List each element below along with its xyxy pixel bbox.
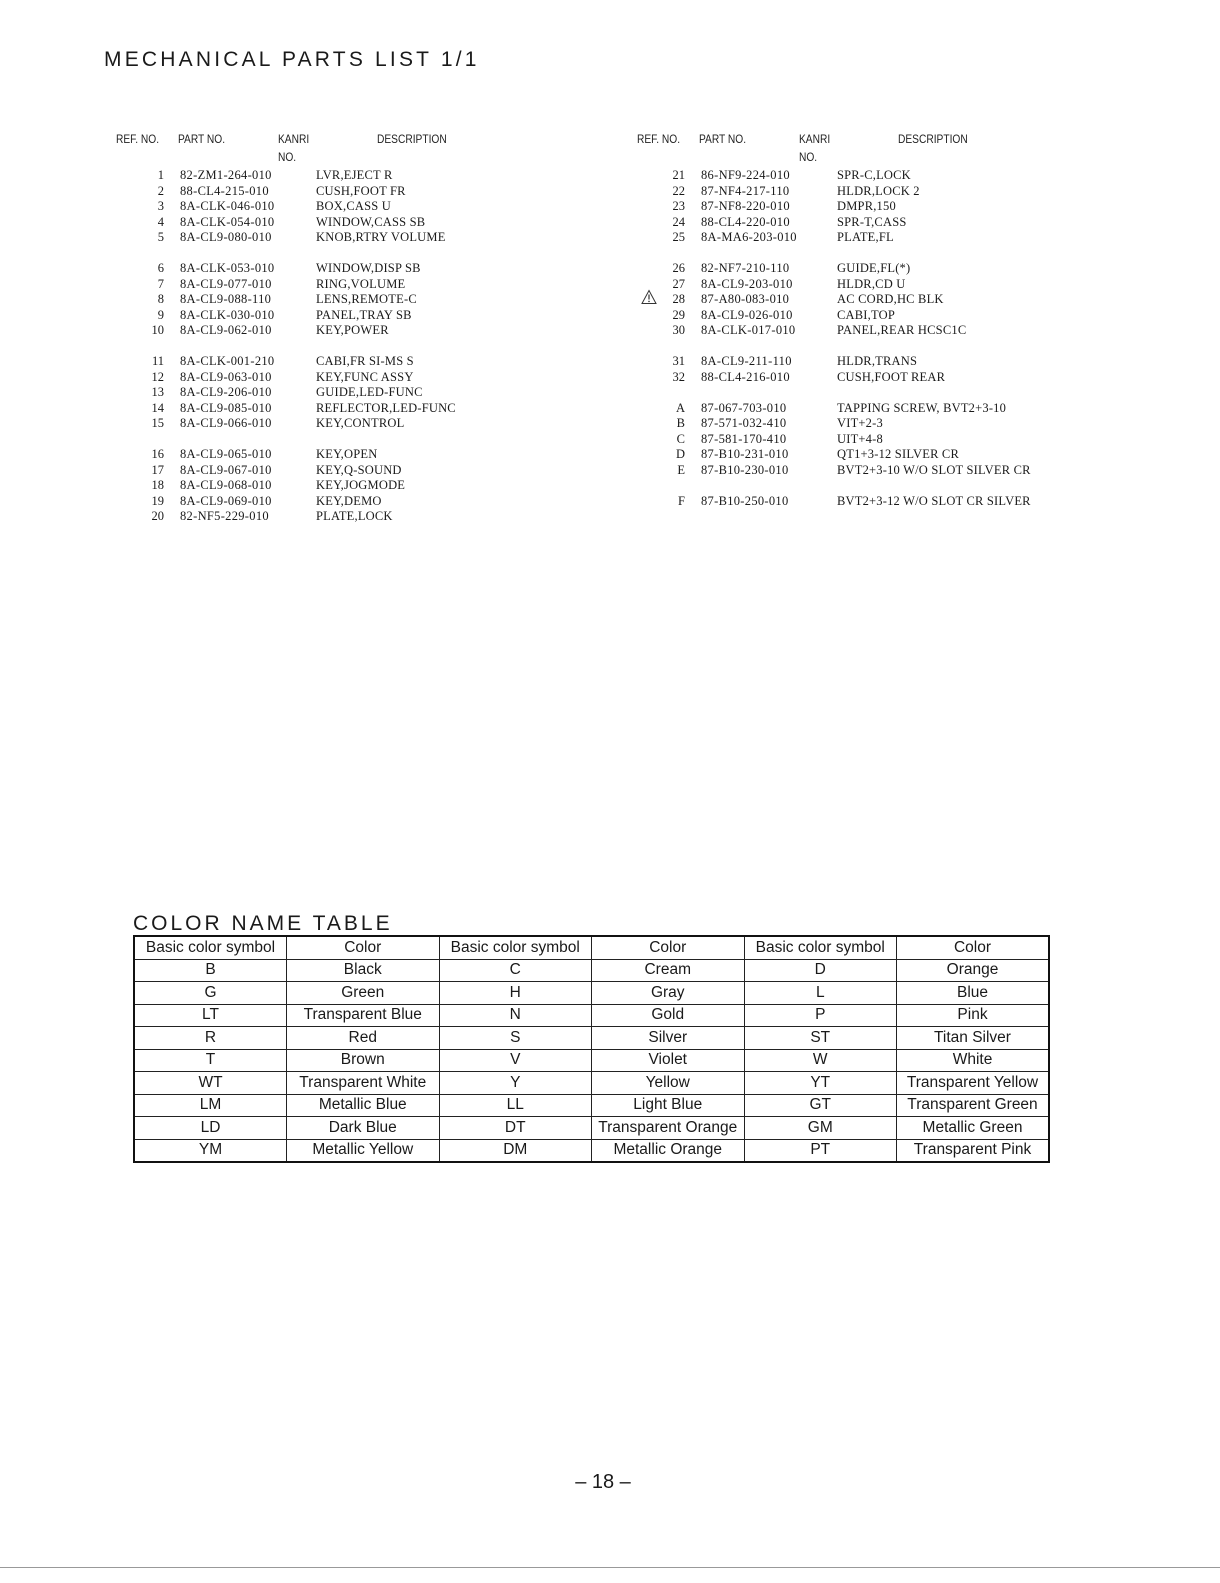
part-no: 87-571-032-410: [701, 416, 787, 430]
color-symbol-cell: S: [439, 1027, 592, 1050]
color-name-cell: Pink: [897, 1004, 1050, 1027]
part-description: GUIDE,LED-FUNC: [316, 385, 423, 399]
part-no: 8A-CL9-062-010: [180, 323, 272, 337]
color-table-row: [134, 1004, 1049, 1027]
ref-no: 6: [157, 261, 164, 275]
color-name-cell: White: [897, 1049, 1050, 1072]
part-description: KNOB,RTRY VOLUME: [316, 230, 446, 244]
part-description: KEY,JOGMODE: [316, 478, 406, 492]
color-table-row: [134, 1139, 1049, 1162]
ref-no: 7: [157, 276, 164, 291]
ref-no: 22: [672, 183, 685, 198]
ref-no: 30: [672, 323, 685, 337]
ref-no: 20: [151, 509, 164, 523]
ref-no: 17: [151, 462, 164, 477]
part-no: 8A-CLK-046-010: [180, 199, 275, 213]
color-name-cell: Transparent Orange: [592, 1117, 745, 1140]
color-symbol-cell: YT: [744, 1072, 897, 1095]
part-no: 8A-CL9-206-010: [180, 385, 272, 399]
ref-no: 10: [151, 323, 164, 337]
color-symbol-cell: R: [134, 1027, 287, 1050]
ref-no: B: [676, 416, 685, 430]
part-description: DMPR,150: [837, 199, 896, 213]
color-name-cell: Silver: [592, 1027, 745, 1050]
part-no: 8A-CL9-088-110: [180, 292, 272, 306]
part-description: GUIDE,FL(*): [837, 261, 911, 275]
color-name-cell: Gray: [592, 982, 745, 1005]
color-symbol-cell: D: [744, 959, 897, 982]
ref-no: 21: [672, 168, 685, 182]
part-description: HLDR,LOCK 2: [837, 183, 920, 198]
color-symbol-cell: ST: [744, 1027, 897, 1050]
page-title: MECHANICAL PARTS LIST 1/1: [104, 48, 480, 71]
color-name-cell: Transparent Yellow: [897, 1072, 1050, 1095]
color-table-row: [134, 1027, 1049, 1050]
part-description: VIT+2-3: [837, 416, 883, 430]
ref-no: 12: [151, 369, 164, 384]
part-no: 8A-MA6-203-010: [701, 230, 797, 244]
color-symbol-cell: YM: [134, 1139, 287, 1162]
part-no: 87-NF4-217-110: [701, 183, 790, 198]
color-table-row: [134, 959, 1049, 982]
color-table-header-cell: Basic color symbol: [134, 936, 287, 959]
ref-no: 5: [157, 230, 164, 244]
color-name-cell: Orange: [897, 959, 1050, 982]
color-table-row: [134, 1094, 1049, 1117]
color-table-header-cell: Basic color symbol: [744, 936, 897, 959]
part-no: 8A-CLK-017-010: [701, 323, 796, 337]
part-description: PLATE,FL: [837, 230, 894, 244]
part-description: UIT+4-8: [837, 431, 883, 446]
part-no: 82-ZM1-264-010: [180, 168, 272, 182]
color-symbol-cell: GT: [744, 1094, 897, 1117]
part-no: 8A-CLK-030-010: [180, 307, 275, 322]
ref-no: 32: [672, 369, 685, 384]
part-description: KEY,DEMO: [316, 493, 382, 508]
part-description: WINDOW,CASS SB: [316, 214, 426, 229]
part-description: PLATE,LOCK: [316, 509, 393, 523]
ref-no: 13: [151, 385, 164, 399]
ref-no: 31: [672, 354, 685, 368]
part-no: 87-B10-230-010: [701, 462, 789, 477]
ref-no: F: [678, 493, 685, 508]
part-description: HLDR,TRANS: [837, 354, 918, 368]
color-name-cell: Metallic Orange: [592, 1139, 745, 1162]
part-no: 87-067-703-010: [701, 400, 787, 415]
color-name-cell: Blue: [897, 982, 1050, 1005]
part-no: 88-CL4-220-010: [701, 214, 790, 229]
header-kanri: KANRI: [278, 132, 310, 146]
header-kanri-no: NO.: [799, 150, 818, 164]
header-kanri-no: NO.: [278, 150, 297, 164]
color-name-cell: Cream: [592, 959, 745, 982]
ref-no: 23: [672, 199, 685, 213]
color-symbol-cell: LL: [439, 1094, 592, 1117]
color-table-title: COLOR NAME TABLE: [133, 912, 393, 935]
ref-no: C: [676, 431, 685, 446]
color-name-cell: Green: [287, 982, 440, 1005]
color-table-row: [134, 1117, 1049, 1140]
ref-no: 26: [672, 261, 685, 275]
part-description: KEY,Q-SOUND: [316, 462, 402, 477]
color-table-header-cell: Color: [592, 936, 745, 959]
part-no: 8A-CL9-066-010: [180, 416, 272, 430]
header-ref-no: REF. NO.: [637, 132, 681, 146]
part-description: BVT2+3-10 W/O SLOT SILVER CR: [837, 462, 1031, 477]
color-symbol-cell: W: [744, 1049, 897, 1072]
part-description: PANEL,TRAY SB: [316, 307, 412, 322]
header-part-no: PART NO.: [699, 132, 747, 146]
ref-no: 19: [151, 493, 164, 508]
part-no: 82-NF5-229-010: [180, 509, 269, 523]
part-description: TAPPING SCREW, BVT2+3-10: [837, 400, 1007, 415]
part-description: KEY,OPEN: [316, 447, 378, 461]
part-description: AC CORD,HC BLK: [837, 292, 944, 306]
ref-no: 9: [157, 307, 164, 322]
ref-no: D: [675, 447, 685, 461]
color-symbol-cell: LM: [134, 1094, 287, 1117]
header-kanri: KANRI: [799, 132, 831, 146]
color-table-header-cell: Basic color symbol: [439, 936, 592, 959]
part-no: 8A-CLK-053-010: [180, 261, 275, 275]
page-number: – 18 –: [575, 1471, 631, 1493]
color-name-cell: Metallic Yellow: [287, 1139, 440, 1162]
ref-no: 28: [672, 292, 685, 306]
color-name-cell: Transparent White: [287, 1072, 440, 1095]
color-symbol-cell: G: [134, 982, 287, 1005]
part-no: 87-B10-231-010: [701, 447, 789, 461]
part-description: HLDR,CD U: [837, 276, 906, 291]
part-description: KEY,POWER: [316, 323, 389, 337]
part-description: REFLECTOR,LED-FUNC: [316, 400, 456, 415]
color-table-row: [134, 1072, 1049, 1095]
color-name-cell: Brown: [287, 1049, 440, 1072]
part-description: LVR,EJECT R: [316, 168, 393, 182]
color-symbol-cell: WT: [134, 1072, 287, 1095]
part-description: KEY,CONTROL: [316, 416, 405, 430]
part-description: WINDOW,DISP SB: [316, 261, 421, 275]
header-part-no: PART NO.: [178, 132, 226, 146]
part-description: CABI,TOP: [837, 307, 895, 322]
part-description: CABI,FR SI-MS S: [316, 354, 414, 368]
color-name-cell: Gold: [592, 1004, 745, 1027]
ref-no: 16: [151, 447, 164, 461]
ref-no: A: [675, 400, 685, 415]
part-description: BVT2+3-12 W/O SLOT CR SILVER: [837, 493, 1031, 508]
part-no: 8A-CL9-080-010: [180, 230, 272, 244]
part-no: 8A-CL9-211-110: [701, 354, 792, 368]
color-name-cell: Dark Blue: [287, 1117, 440, 1140]
color-symbol-cell: V: [439, 1049, 592, 1072]
part-no: 8A-CL9-203-010: [701, 276, 793, 291]
color-symbol-cell: T: [134, 1049, 287, 1072]
color-table-header-row: [134, 936, 1049, 959]
part-no: 82-NF7-210-110: [701, 261, 790, 275]
color-symbol-cell: L: [744, 982, 897, 1005]
part-description: KEY,FUNC ASSY: [316, 369, 414, 384]
color-symbol-cell: N: [439, 1004, 592, 1027]
part-description: CUSH,FOOT REAR: [837, 369, 946, 384]
header-description: DESCRIPTION: [898, 132, 968, 146]
color-name-cell: Metallic Green: [897, 1117, 1050, 1140]
part-description: RING,VOLUME: [316, 276, 406, 291]
ref-no: 11: [151, 354, 164, 368]
color-name-cell: Metallic Blue: [287, 1094, 440, 1117]
part-no: 87-A80-083-010: [701, 292, 790, 306]
header-description: DESCRIPTION: [377, 132, 447, 146]
color-name-cell: Transparent Pink: [897, 1139, 1050, 1162]
color-symbol-cell: C: [439, 959, 592, 982]
color-name-cell: Red: [287, 1027, 440, 1050]
color-symbol-cell: LD: [134, 1117, 287, 1140]
part-description: PANEL,REAR HCSC1C: [837, 323, 967, 337]
ref-no: 24: [672, 214, 685, 229]
color-symbol-cell: GM: [744, 1117, 897, 1140]
color-symbol-cell: H: [439, 982, 592, 1005]
color-name-cell: Transparent Blue: [287, 1004, 440, 1027]
color-table-row: [134, 1049, 1049, 1072]
header-ref-no: REF. NO.: [116, 132, 160, 146]
part-no: 8A-CL9-077-010: [180, 276, 272, 291]
part-no: 88-CL4-215-010: [180, 183, 269, 198]
ref-no: 14: [151, 400, 164, 415]
color-name-cell: Titan Silver: [897, 1027, 1050, 1050]
ref-no: 8: [157, 292, 164, 306]
part-no: 8A-CLK-054-010: [180, 214, 275, 229]
ref-no: 25: [672, 230, 685, 244]
ref-no: 18: [151, 478, 164, 492]
part-no: 8A-CL9-067-010: [180, 462, 272, 477]
color-symbol-cell: PT: [744, 1139, 897, 1162]
ref-no: 29: [672, 307, 685, 322]
color-name-cell: Light Blue: [592, 1094, 745, 1117]
color-name-cell: Violet: [592, 1049, 745, 1072]
part-no: 8A-CL9-065-010: [180, 447, 272, 461]
part-description: CUSH,FOOT FR: [316, 183, 406, 198]
part-no: 86-NF9-224-010: [701, 168, 790, 182]
part-description: QT1+3-12 SILVER CR: [837, 447, 960, 461]
part-description: LENS,REMOTE-C: [316, 292, 417, 306]
part-no: 8A-CLK-001-210: [180, 354, 275, 368]
color-symbol-cell: LT: [134, 1004, 287, 1027]
part-description: SPR-C,LOCK: [837, 168, 911, 182]
color-name-table: [133, 935, 1050, 1163]
ref-no: 4: [157, 214, 164, 229]
ref-no: 15: [151, 416, 164, 430]
color-symbol-cell: P: [744, 1004, 897, 1027]
part-no: 87-NF8-220-010: [701, 199, 790, 213]
color-name-cell: Transparent Green: [897, 1094, 1050, 1117]
color-symbol-cell: DT: [439, 1117, 592, 1140]
part-no: 8A-CL9-068-010: [180, 478, 272, 492]
part-description: SPR-T,CASS: [837, 214, 907, 229]
part-no: 8A-CL9-026-010: [701, 307, 793, 322]
part-description: BOX,CASS U: [316, 199, 391, 213]
color-name-cell: Black: [287, 959, 440, 982]
color-table-header-cell: Color: [287, 936, 440, 959]
part-no: 87-B10-250-010: [701, 493, 789, 508]
part-no: 87-581-170-410: [701, 431, 787, 446]
ref-no: 3: [157, 199, 164, 213]
color-table-row: [134, 982, 1049, 1005]
part-no: 88-CL4-216-010: [701, 369, 790, 384]
part-no: 8A-CL9-069-010: [180, 493, 272, 508]
color-name-cell: Yellow: [592, 1072, 745, 1095]
ref-no: E: [677, 462, 685, 477]
ref-no: 27: [672, 276, 685, 291]
part-no: 8A-CL9-063-010: [180, 369, 272, 384]
color-symbol-cell: Y: [439, 1072, 592, 1095]
ref-no: 1: [157, 168, 164, 182]
ref-no: 2: [157, 183, 164, 198]
part-no: 8A-CL9-085-010: [180, 400, 272, 415]
footer-divider: [0, 1567, 1220, 1568]
color-symbol-cell: DM: [439, 1139, 592, 1162]
color-table-header-cell: Color: [897, 936, 1050, 959]
color-symbol-cell: B: [134, 959, 287, 982]
